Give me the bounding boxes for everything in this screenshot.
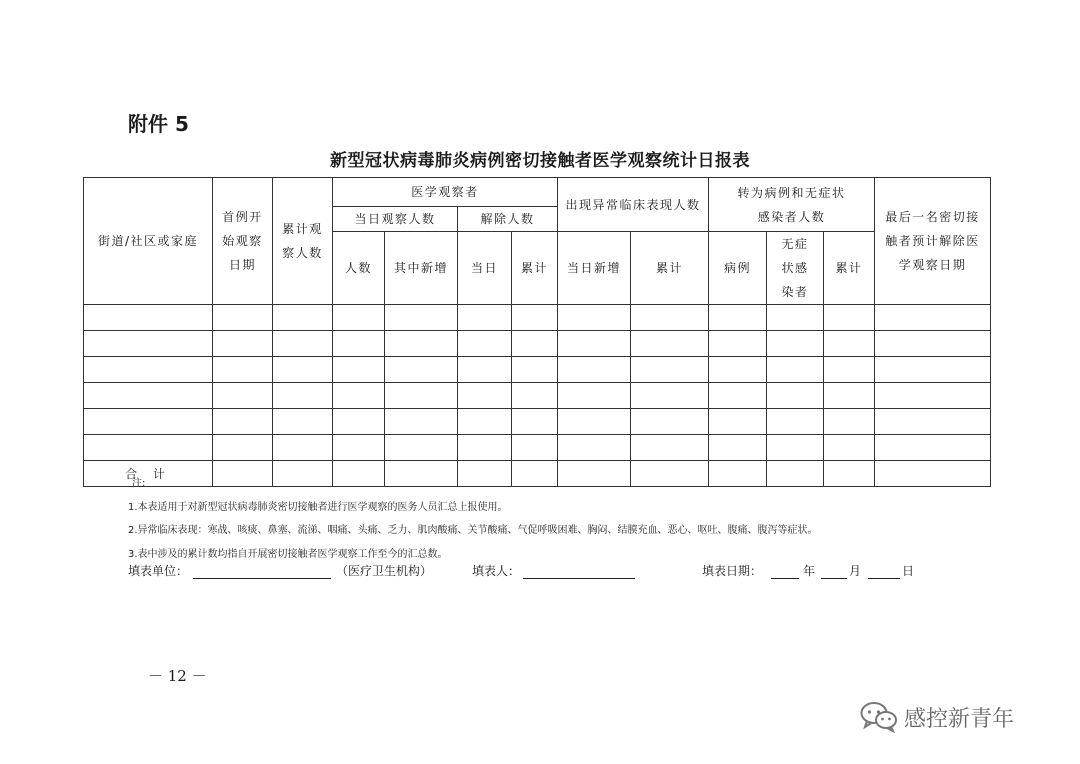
input-cell[interactable] xyxy=(709,331,767,357)
filler-label: 填表人： xyxy=(472,564,521,578)
input-cell[interactable] xyxy=(84,409,213,435)
input-cell[interactable] xyxy=(84,435,213,461)
input-cell[interactable] xyxy=(84,331,213,357)
input-cell[interactable] xyxy=(631,305,709,331)
input-cell[interactable] xyxy=(824,461,875,487)
note-item: 3.表中涉及的累计数均指自开展密切接触者医学观察工作至今的汇总数。 xyxy=(128,548,448,560)
year-field[interactable] xyxy=(771,562,799,579)
header-today: 当日 xyxy=(458,232,512,305)
input-cell[interactable] xyxy=(84,383,213,409)
notes-label: 注: xyxy=(132,478,146,489)
input-cell[interactable] xyxy=(512,409,558,435)
input-cell[interactable] xyxy=(84,305,213,331)
header-asymptomatic: 无症状感染者 xyxy=(767,232,824,305)
input-cell[interactable] xyxy=(333,357,385,383)
input-cell[interactable] xyxy=(875,331,991,357)
watermark xyxy=(860,698,1014,736)
input-cell[interactable] xyxy=(213,305,273,331)
input-cell[interactable] xyxy=(767,331,824,357)
header-new: 其中新增 xyxy=(385,232,458,305)
table-row xyxy=(84,409,991,435)
table-row xyxy=(84,331,991,357)
input-cell[interactable] xyxy=(512,383,558,409)
input-cell[interactable] xyxy=(631,435,709,461)
input-cell[interactable] xyxy=(631,331,709,357)
table-row xyxy=(84,435,991,461)
input-cell[interactable] xyxy=(512,305,558,331)
unit-label: 填表单位： xyxy=(128,564,189,578)
header-converted-group: 转为病例和无症状感染者人数 xyxy=(709,178,875,232)
input-cell[interactable] xyxy=(709,383,767,409)
input-cell[interactable] xyxy=(558,357,631,383)
input-cell[interactable] xyxy=(875,305,991,331)
header-cum: 累计 xyxy=(512,232,558,305)
input-cell[interactable] xyxy=(767,435,824,461)
day-label: 日 xyxy=(902,564,915,578)
input-cell[interactable] xyxy=(824,383,875,409)
input-cell[interactable] xyxy=(273,409,333,435)
unit-suffix: （医疗卫生机构） xyxy=(336,564,433,578)
date-label: 填表日期： xyxy=(702,564,763,578)
input-cell[interactable] xyxy=(558,305,631,331)
input-cell[interactable] xyxy=(631,383,709,409)
input-cell[interactable] xyxy=(385,357,458,383)
input-cell[interactable] xyxy=(385,409,458,435)
header-cum-converted: 累计 xyxy=(824,232,875,305)
input-cell[interactable] xyxy=(458,409,512,435)
input-cell[interactable] xyxy=(709,409,767,435)
header-cases: 病例 xyxy=(709,232,767,305)
input-cell[interactable] xyxy=(458,383,512,409)
month-label: 月 xyxy=(849,564,862,578)
input-cell[interactable] xyxy=(709,357,767,383)
table-row xyxy=(84,383,991,409)
header-people: 人数 xyxy=(333,232,385,305)
input-cell[interactable] xyxy=(709,435,767,461)
page-number: － 12 － xyxy=(148,667,207,685)
input-cell[interactable] xyxy=(875,383,991,409)
input-cell[interactable] xyxy=(333,305,385,331)
input-cell[interactable] xyxy=(824,409,875,435)
header-observed-group: 医学观察者 xyxy=(333,178,558,207)
notes-section xyxy=(128,475,818,569)
input-cell[interactable] xyxy=(385,331,458,357)
watermark-text: 感控新青年 xyxy=(904,706,1015,732)
header-today-observed: 当日观察人数 xyxy=(333,207,458,232)
input-cell[interactable] xyxy=(333,409,385,435)
input-cell[interactable] xyxy=(333,383,385,409)
input-cell[interactable] xyxy=(458,305,512,331)
input-cell[interactable] xyxy=(213,331,273,357)
input-cell[interactable] xyxy=(512,357,558,383)
input-cell[interactable] xyxy=(824,357,875,383)
year-label: 年 xyxy=(803,564,816,578)
input-cell[interactable] xyxy=(213,383,273,409)
unit-field[interactable] xyxy=(193,562,331,579)
input-cell[interactable] xyxy=(767,383,824,409)
input-cell[interactable] xyxy=(333,331,385,357)
input-cell[interactable] xyxy=(273,357,333,383)
header-cumulative: 累计观察人数 xyxy=(273,178,333,305)
attachment-label: 附件 5 xyxy=(128,112,189,136)
input-cell[interactable] xyxy=(709,305,767,331)
header-cum-abnormal: 累计 xyxy=(631,232,709,305)
input-cell[interactable] xyxy=(875,357,991,383)
input-cell[interactable] xyxy=(458,331,512,357)
input-cell[interactable] xyxy=(558,331,631,357)
input-cell[interactable] xyxy=(558,435,631,461)
report-table xyxy=(83,177,991,487)
input-cell[interactable] xyxy=(558,409,631,435)
input-cell[interactable] xyxy=(824,331,875,357)
month-field[interactable] xyxy=(821,562,847,579)
table-row xyxy=(84,305,991,331)
input-cell[interactable] xyxy=(458,435,512,461)
input-cell[interactable] xyxy=(631,409,709,435)
input-cell[interactable] xyxy=(213,435,273,461)
header-today-new: 当日新增 xyxy=(558,232,631,305)
input-cell[interactable] xyxy=(458,357,512,383)
input-cell[interactable] xyxy=(385,383,458,409)
input-cell[interactable] xyxy=(213,409,273,435)
input-cell[interactable] xyxy=(385,435,458,461)
input-cell[interactable] xyxy=(273,435,333,461)
input-cell[interactable] xyxy=(631,357,709,383)
input-cell[interactable] xyxy=(273,331,333,357)
input-cell[interactable] xyxy=(767,409,824,435)
note-item: 2.异常临床表现：寒战、咳痰、鼻塞、流涕、咽痛、头痛、乏力、肌肉酸痛、关节酸痛、气促呼吸困难、胸闷、结膜充血、恶心、呕吐、腹痛、腹泻等症状。 xyxy=(128,525,818,536)
note-item: 1.本表适用于对新型冠状病毒肺炎密切接触者进行医学观察的医务人员汇总上报使用。 xyxy=(128,501,508,513)
total-label: 合 计 xyxy=(84,461,213,487)
input-cell[interactable] xyxy=(875,409,991,435)
header-first-date: 首例开始观察日期 xyxy=(213,178,273,305)
input-cell[interactable] xyxy=(558,383,631,409)
day-field[interactable] xyxy=(868,562,900,579)
filler-field[interactable] xyxy=(523,562,635,579)
wechat-icon xyxy=(860,701,898,733)
table-row xyxy=(84,357,991,383)
input-cell[interactable] xyxy=(333,435,385,461)
form-title: 新型冠状病毒肺炎病例密切接触者医学观察统计日报表 xyxy=(330,151,750,171)
header-released: 解除人数 xyxy=(458,207,558,232)
input-cell[interactable] xyxy=(273,305,333,331)
input-cell[interactable] xyxy=(824,435,875,461)
header-abnormal-group: 出现异常临床表现人数 xyxy=(558,178,709,232)
input-cell[interactable] xyxy=(767,305,824,331)
input-cell[interactable] xyxy=(875,461,991,487)
input-cell[interactable] xyxy=(824,305,875,331)
input-cell[interactable] xyxy=(273,383,333,409)
input-cell[interactable] xyxy=(512,435,558,461)
input-cell[interactable] xyxy=(84,357,213,383)
header-last-release: 最后一名密切接触者预计解除医学观察日期 xyxy=(875,178,991,305)
header-district: 街道/社区或家庭 xyxy=(84,178,213,305)
input-cell[interactable] xyxy=(512,331,558,357)
input-cell[interactable] xyxy=(875,435,991,461)
input-cell[interactable] xyxy=(385,305,458,331)
input-cell[interactable] xyxy=(213,357,273,383)
input-cell[interactable] xyxy=(767,357,824,383)
